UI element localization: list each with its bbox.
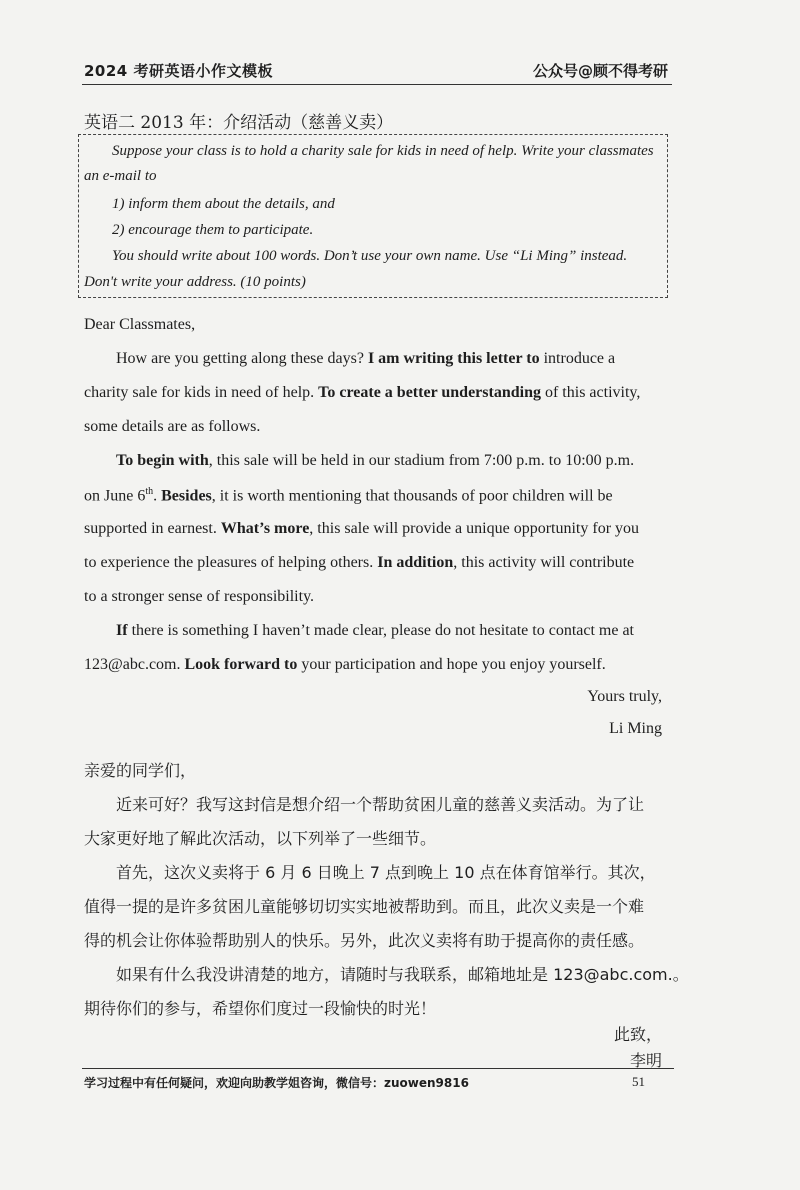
- section-title: 英语二 2013 年：介绍活动（慈善义卖）: [84, 113, 394, 133]
- prompt-line: 1) inform them about the details, and: [112, 196, 335, 212]
- letter-line: [84, 554, 634, 572]
- translation-signature: 李明: [629, 1051, 662, 1070]
- text-span: How are you getting along these days?: [116, 350, 368, 367]
- text-span: , this activity will contribute: [453, 554, 635, 571]
- letter-line: some details are as follows.: [84, 418, 261, 435]
- letter-signature: Li Ming: [609, 720, 662, 737]
- text-span: of this activity,: [540, 384, 641, 401]
- letter-line: [116, 622, 634, 640]
- letter-closing: Yours truly,: [587, 688, 662, 705]
- letter-line: to a stronger sense of responsibility.: [84, 588, 315, 605]
- bold-phrase: What’s more: [220, 520, 310, 537]
- letter-line: [84, 384, 640, 402]
- translation-greeting: 亲爱的同学们，: [84, 761, 197, 780]
- footer-divider: [82, 1068, 674, 1069]
- header-account: 公众号@顾不得考研: [532, 62, 668, 80]
- text-span: , this sale will be held in our stadium from 7:00 p.m. to 10:00 p.m.: [208, 452, 635, 469]
- text-span: to experience the pleasures of helping others.: [84, 554, 378, 571]
- footer-note: 学习过程中有任何疑问，欢迎向助教学姐咨询，微信号：zuowen9816: [84, 1076, 469, 1090]
- translation-line: 首先，这次义卖将于 6 月 6 日晚上 7 点到晚上 10 点在体育馆举行。其次，: [116, 863, 656, 882]
- page-number: 51: [632, 1074, 645, 1089]
- bold-phrase: To create a better understanding: [318, 384, 541, 401]
- text-span: , it is worth mentioning that thousands of poor children will be: [211, 487, 613, 505]
- text-span: charity sale for kids in need of help.: [84, 384, 319, 401]
- text-span: .: [153, 487, 162, 505]
- text-span: on June 6: [84, 487, 146, 505]
- prompt-line: Don't write your address. (10 points): [84, 274, 306, 290]
- letter-line: [116, 350, 615, 368]
- text-span: your participation and hope you enjoy yourself.: [297, 656, 606, 673]
- letter-line: [84, 520, 639, 538]
- letter-greeting: Dear Classmates,: [84, 316, 196, 333]
- prompt-line: You should write about 100 words. Don’t use your own name. Use “Li Ming” instead.: [112, 248, 628, 264]
- translation-line: 期待你们的参与，希望你们度过一段愉快的时光！: [84, 999, 437, 1018]
- translation-line: 如果有什么我没讲清楚的地方，请随时与我联系，邮箱地址是 123@abc.com.。: [116, 965, 689, 984]
- translation-closing: 此致，: [613, 1025, 662, 1044]
- text-span: supported in earnest.: [84, 520, 221, 537]
- translation-line: 得的机会让你体验帮助别人的快乐。另外，此次义卖将有助于提高你的责任感。: [84, 931, 645, 950]
- bold-phrase: Look forward to: [184, 656, 298, 673]
- text-span: , this sale will provide a unique opportunity for you: [309, 520, 640, 537]
- translation-line: 值得一提的是许多贫困儿童能够切切实实地被帮助到。而且，此次义卖是一个难: [84, 897, 645, 916]
- bold-phrase: I am writing this letter to: [367, 350, 540, 367]
- bold-phrase: In addition: [377, 554, 454, 571]
- text-span: there is something I haven’t made clear, please do not hesitate to contact me at: [127, 622, 634, 639]
- text-span: 123@abc.com.: [84, 656, 185, 673]
- letter-line: [84, 486, 613, 505]
- header-title: 2024 考研英语小作文模板: [84, 62, 273, 80]
- translation-line: 大家更好地了解此次活动，以下列举了一些细节。: [84, 829, 437, 848]
- text-span: introduce a: [539, 350, 616, 367]
- header-divider: [82, 84, 672, 85]
- letter-line: [84, 656, 606, 674]
- translation-line: 近来可好？我写这封信是想介绍一个帮助贫困儿童的慈善义卖活动。为了让: [116, 795, 645, 814]
- superscript: th: [145, 486, 154, 497]
- bold-phrase: If: [116, 622, 128, 639]
- bold-phrase: Besides: [161, 487, 212, 505]
- prompt-line: an e-mail to: [84, 168, 157, 184]
- prompt-line: Suppose your class is to hold a charity sale for kids in need of help. Write your classmates: [112, 143, 654, 159]
- letter-line: [116, 452, 634, 470]
- prompt-line: 2) encourage them to participate.: [112, 222, 314, 238]
- bold-phrase: To begin with: [116, 452, 209, 469]
